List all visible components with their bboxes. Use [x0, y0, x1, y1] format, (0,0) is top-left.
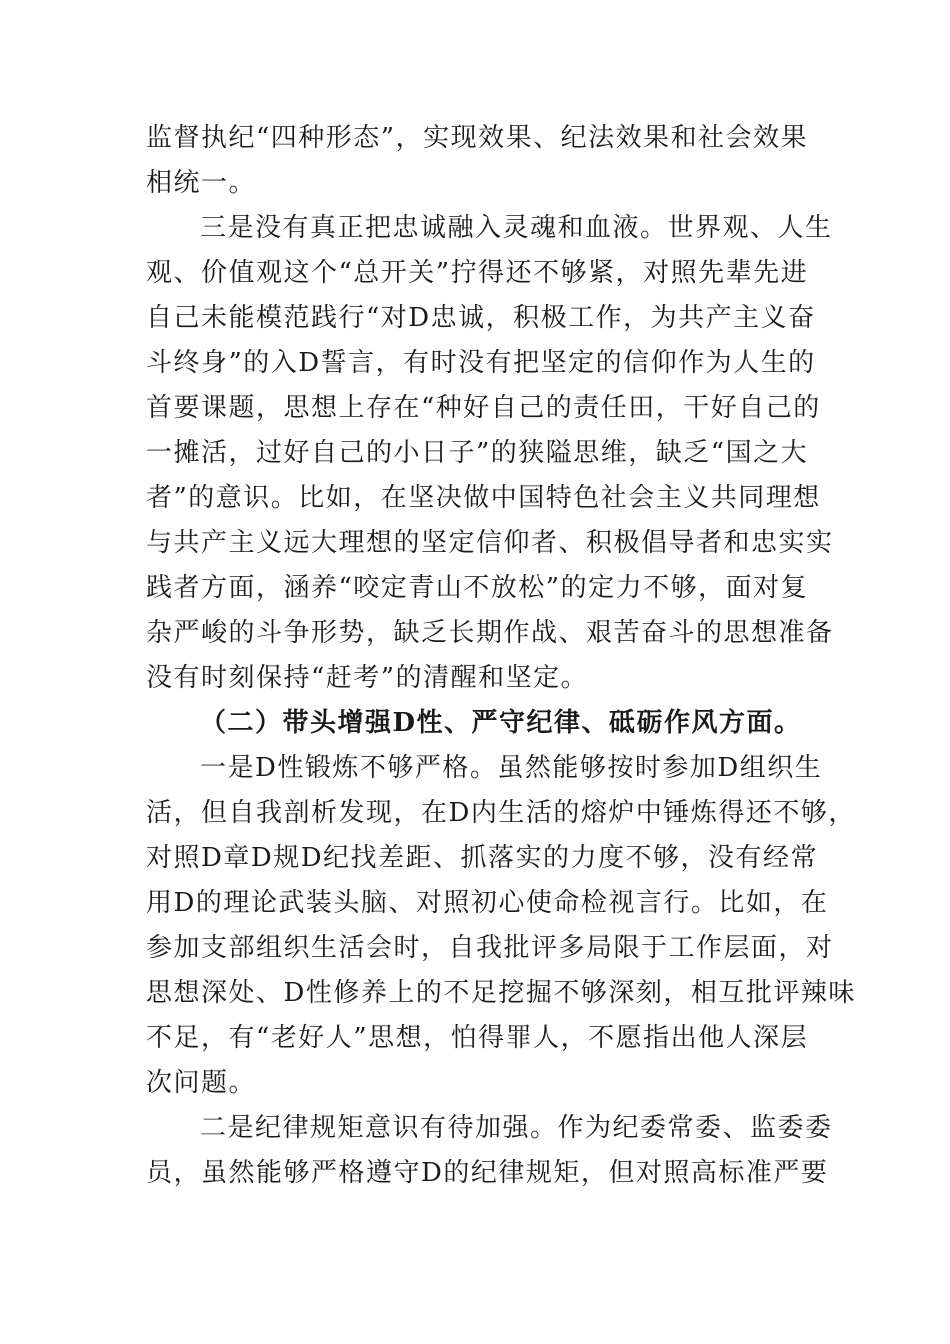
paragraph-start-line: 三是没有真正把忠诚融入灵魂和血液。世界观、人生: [200, 213, 833, 243]
text-line: 对照D章D规D纪找差距、抓落实的力度不够，没有经常: [146, 843, 819, 873]
text-line: 员，虽然能够严格遵守D的纪律规矩，但对照高标准严要: [146, 1158, 829, 1188]
text-line: 思想深处、D性修养上的不足挖掘不够深刻，相互批评辣味: [146, 978, 856, 1008]
section-heading: （二）带头增强D性、严守纪律、砥砺作风方面。: [200, 708, 802, 738]
text-line: 活，但自我剖析发现，在D内生活的熔炉中锤炼得还不够，: [146, 798, 856, 828]
text-line: 观、价值观这个“总开关”拧得还不够紧，对照先辈先进: [146, 258, 809, 288]
text-line: 没有时刻保持“赶考”的清醒和坚定。: [146, 663, 589, 693]
text-line: 参加支部组织生活会时，自我批评多局限于工作层面，对: [146, 933, 834, 963]
text-line: 一摊活，过好自己的小日子”的狭隘思维，缺乏“国之大: [146, 438, 809, 468]
text-line: 首要课题，思想上存在“种好自己的责任田，干好自己的: [146, 393, 821, 423]
text-line: 者”的意识。比如，在坚决做中国特色社会主义共同理想: [146, 483, 821, 513]
text-line: 监督执纪“四种形态”，实现效果、纪法效果和社会效果: [146, 123, 809, 153]
paragraph-start-line: 一是D性锻炼不够严格。虽然能够按时参加D组织生: [200, 753, 823, 783]
document-body: [146, 116, 856, 1196]
text-line: 次问题。: [146, 1068, 257, 1098]
text-line: 自己未能模范践行“对D忠诚，积极工作，为共产主义奋: [146, 303, 816, 333]
text-line: 杂严峻的斗争形势，缺乏长期作战、艰苦奋斗的思想准备: [146, 618, 834, 648]
text-line: 用D的理论武装头脑、对照初心使命检视言行。比如，在: [146, 888, 829, 918]
text-line: 相统一。: [146, 168, 257, 198]
text-line: 与共产主义远大理想的坚定信仰者、积极倡导者和忠实实: [146, 528, 834, 558]
paragraph-start-line: 二是纪律规矩意识有待加强。作为纪委常委、监委委: [200, 1113, 833, 1143]
text-line: 不足，有“老好人”思想，怕得罪人，不愿指出他人深层: [146, 1023, 809, 1053]
text-line: 斗终身”的入D誓言，有时没有把坚定的信仰作为人生的: [146, 348, 816, 378]
text-line: 践者方面，涵养“咬定青山不放松”的定力不够，面对复: [146, 573, 809, 603]
